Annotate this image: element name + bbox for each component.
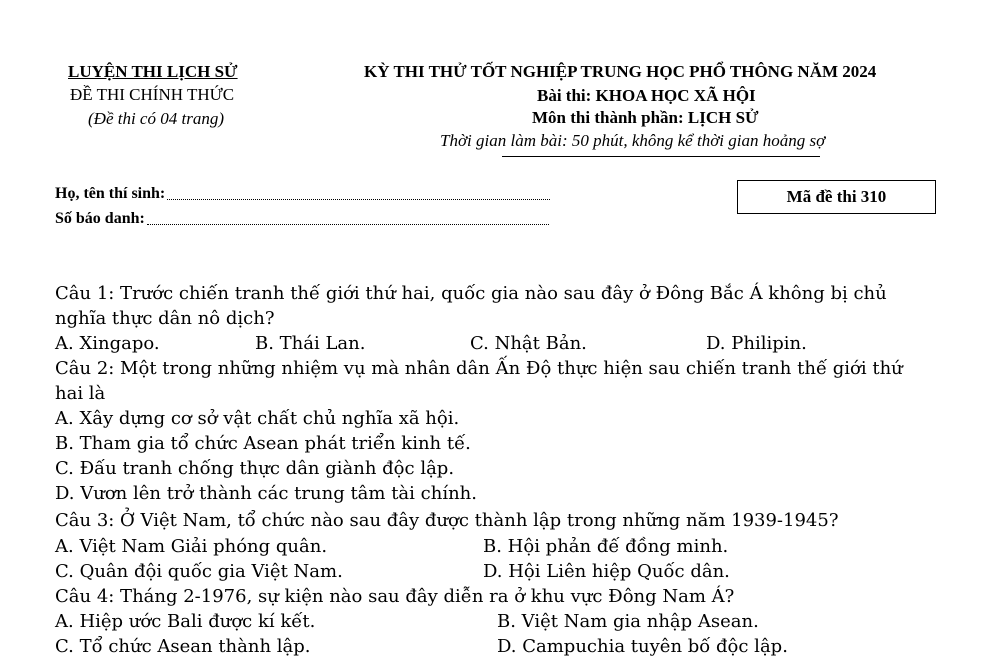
- question-2-option-a: A. Xây dựng cơ sở vật chất chủ nghĩa xã hội.: [55, 408, 460, 429]
- question-1-option-d: D. Philipin.: [706, 333, 807, 354]
- exam-subject: Bài thi: KHOA HỌC XÃ HỘI: [537, 86, 756, 105]
- question-3-option-c: C. Quân đội quốc gia Việt Nam.: [55, 561, 343, 582]
- candidate-name-field[interactable]: [167, 198, 550, 200]
- question-1-option-b: B. Thái Lan.: [255, 333, 366, 354]
- exam-component: Môn thi thành phần: LỊCH SỬ: [532, 108, 759, 127]
- candidate-name-label: Họ, tên thí sinh:: [55, 185, 166, 202]
- question-3-option-a: A. Việt Nam Giải phóng quân.: [55, 536, 328, 557]
- exam-title: KỲ THI THỬ TỐT NGHIỆP TRUNG HỌC PHỔ THÔNG NĂM 2024: [364, 62, 877, 81]
- candidate-id-row: [55, 210, 549, 228]
- exam-duration: Thời gian làm bài: 50 phút, không kể thời gian hoảng sợ: [440, 131, 826, 150]
- duration-underline: [502, 156, 820, 157]
- candidate-id-field[interactable]: [147, 223, 549, 225]
- question-4-option-d: D. Campuchia tuyên bố độc lập.: [497, 636, 788, 657]
- question-4-option-c: C. Tổ chức Asean thành lập.: [55, 636, 311, 657]
- question-3-option-d: D. Hội Liên hiệp Quốc dân.: [483, 561, 730, 582]
- question-4-option-a: A. Hiệp ước Bali được kí kết.: [55, 611, 316, 632]
- question-4-option-b: B. Việt Nam gia nhập Asean.: [497, 611, 759, 632]
- question-4-line-1: Câu 4: Tháng 2-1976, sự kiện nào sau đây diễn ra ở khu vực Đông Nam Á?: [55, 586, 735, 607]
- page-count-note: (Đề thi có 04 trang): [88, 109, 224, 128]
- question-2-option-c: C. Đấu tranh chống thực dân giành độc lập.: [55, 458, 455, 479]
- question-1-option-a: A. Xingapo.: [55, 333, 160, 354]
- candidate-id-label: Số báo danh:: [55, 210, 145, 227]
- exam-code: Mã đề thi 310: [786, 187, 887, 206]
- official-exam-label: ĐỀ THI CHÍNH THỨC: [70, 85, 235, 104]
- candidate-name-row: [55, 185, 550, 203]
- organization-name: LUYỆN THI LỊCH SỬ: [68, 62, 238, 81]
- question-2-line-1: Câu 2: Một trong những nhiệm vụ mà nhân dân Ấn Độ thực hiện sau chiến tranh thế giới thứ: [55, 358, 903, 379]
- question-2-option-d: D. Vươn lên trở thành các trung tâm tài chính.: [55, 483, 477, 504]
- question-2-option-b: B. Tham gia tổ chức Asean phát triển kinh tế.: [55, 433, 471, 454]
- question-1-option-c: C. Nhật Bản.: [470, 333, 587, 354]
- exam-code-box: [737, 180, 936, 214]
- question-1-line-2: nghĩa thực dân nô dịch?: [55, 308, 275, 329]
- question-2-line-2: hai là: [55, 383, 106, 404]
- question-1-line-1: Câu 1: Trước chiến tranh thế giới thứ hai, quốc gia nào sau đây ở Đông Bắc Á không bị chủ: [55, 283, 887, 304]
- question-3-line-1: Câu 3: Ở Việt Nam, tổ chức nào sau đây được thành lập trong những năm 1939-1945?: [55, 510, 839, 531]
- question-3-option-b: B. Hội phản đế đồng minh.: [483, 536, 729, 557]
